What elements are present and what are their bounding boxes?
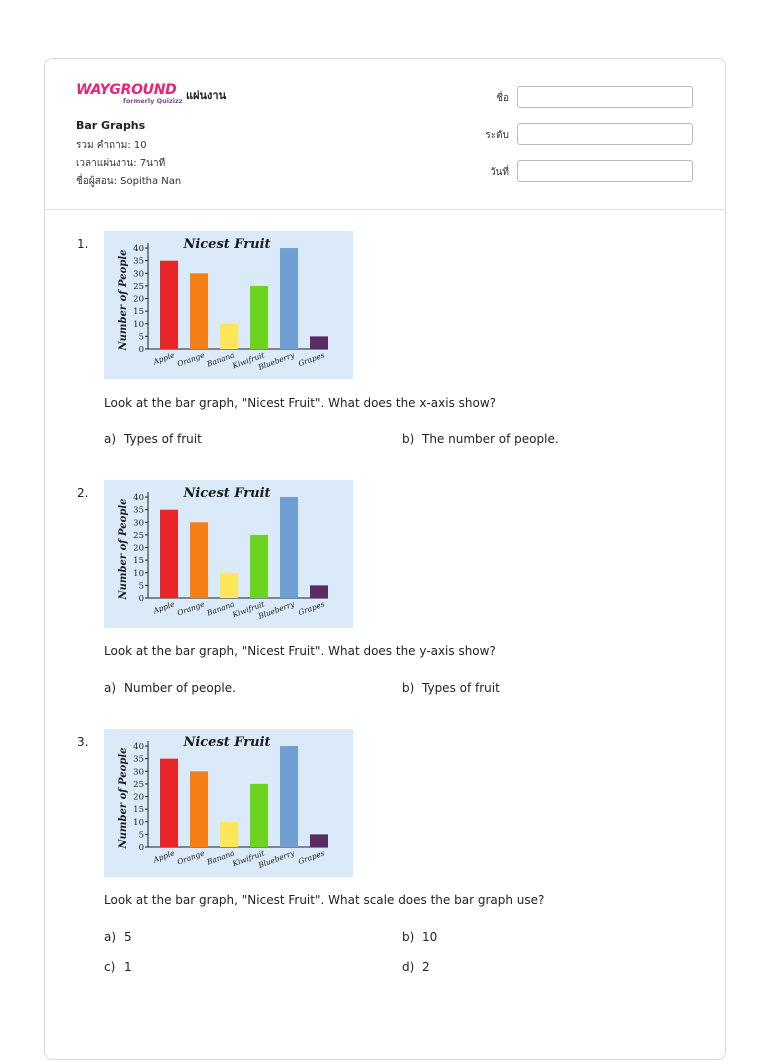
option-text: 5	[124, 930, 132, 944]
x-tick-label: Orange	[176, 599, 206, 618]
option-a[interactable]	[104, 681, 236, 695]
option-letter: b)	[402, 432, 415, 446]
option-c[interactable]	[104, 960, 132, 974]
y-tick-label: 20	[133, 294, 144, 305]
y-tick-label: 25	[133, 530, 144, 541]
x-tick-label: Apple	[152, 350, 176, 367]
teacher-name: ชื่อผู้สอน: Sopitha Nan	[76, 176, 182, 187]
bar-kiwifruit	[250, 535, 268, 598]
option-letter: a)	[104, 432, 117, 446]
option-letter: a)	[104, 681, 117, 695]
option-text: 2	[422, 960, 430, 974]
y-axis-label: Number of People	[118, 498, 129, 600]
option-a[interactable]	[104, 930, 132, 944]
chart-title: Nicest Fruit	[183, 237, 271, 252]
bar-orange	[190, 771, 208, 847]
y-tick-label: 25	[133, 779, 144, 790]
logo-wordmark: WAYGROUND	[76, 82, 177, 98]
level-label: ระดับ	[485, 130, 509, 141]
y-tick-label: 0	[138, 594, 144, 604]
bar-kiwifruit	[250, 286, 268, 349]
worksheet-title: Bar Graphs	[76, 119, 146, 132]
x-tick-label: Banana	[205, 599, 236, 618]
y-tick-label: 20	[133, 543, 144, 554]
bar-grapes	[310, 834, 328, 847]
option-b[interactable]	[402, 432, 559, 446]
bar-grapes	[310, 336, 328, 349]
x-tick-label: Banana	[205, 848, 236, 867]
x-tick-label: Kiwifruit	[231, 350, 266, 371]
bar-kiwifruit	[250, 784, 268, 847]
x-tick-label: Kiwifruit	[231, 599, 266, 620]
y-tick-label: 35	[133, 256, 144, 267]
x-tick-label: Grapes	[297, 848, 326, 867]
option-letter: d)	[402, 960, 415, 974]
x-tick-label: Apple	[152, 599, 176, 616]
bar-apple	[160, 261, 178, 349]
x-tick-label: Orange	[176, 848, 206, 867]
logo-subtitle: formerly Quizizz	[123, 97, 183, 105]
option-letter: b)	[402, 930, 415, 944]
question-number: 3.	[77, 735, 89, 749]
x-tick-label: Kiwifruit	[231, 848, 266, 869]
level-field[interactable]	[517, 123, 693, 145]
bar-banana	[220, 822, 238, 847]
name-label: ชื่อ	[496, 93, 509, 104]
y-tick-label: 10	[133, 817, 144, 828]
question-number: 2.	[77, 486, 89, 500]
bar-blueberry	[280, 746, 298, 847]
bar-apple	[160, 510, 178, 598]
y-tick-label: 25	[133, 281, 144, 292]
y-tick-label: 30	[133, 767, 144, 778]
x-tick-label: Orange	[176, 350, 206, 369]
worksheet-header	[45, 59, 725, 210]
worksheet	[44, 58, 726, 1060]
y-tick-label: 40	[133, 742, 144, 753]
y-tick-label: 15	[133, 307, 144, 318]
bar-banana	[220, 573, 238, 598]
option-letter: a)	[104, 930, 117, 944]
y-tick-label: 30	[133, 269, 144, 280]
option-b[interactable]	[402, 681, 500, 695]
nicest-fruit-chart	[104, 480, 353, 628]
y-tick-label: 0	[138, 345, 144, 355]
option-text: Types of fruit	[422, 681, 500, 695]
bar-grapes	[310, 585, 328, 598]
bar-chart	[104, 480, 353, 628]
x-tick-label: Blueberry	[257, 350, 296, 372]
y-tick-label: 15	[133, 805, 144, 816]
option-text: The number of people.	[422, 432, 559, 446]
x-tick-label: Apple	[152, 848, 176, 865]
question-count: รวม คำถาม: 10	[76, 140, 147, 151]
bar-blueberry	[280, 248, 298, 349]
option-letter: c)	[104, 960, 116, 974]
worksheet-time: เวลาแผ่นงาน: 7นาที	[76, 158, 166, 169]
y-tick-label: 40	[133, 244, 144, 255]
y-tick-label: 5	[138, 830, 144, 841]
y-tick-label: 10	[133, 568, 144, 579]
question-text: Look at the bar graph, "Nicest Fruit". What does the x-axis show?	[104, 396, 497, 410]
wayground-logo	[76, 79, 183, 105]
nicest-fruit-chart	[104, 231, 353, 379]
question-text: Look at the bar graph, "Nicest Fruit". What does the y-axis show?	[104, 644, 496, 658]
y-tick-label: 0	[138, 843, 144, 853]
date-label: วันที่	[489, 167, 509, 178]
option-text: Number of people.	[124, 681, 236, 695]
y-axis-label: Number of People	[118, 249, 129, 351]
y-tick-label: 5	[138, 581, 144, 592]
option-b[interactable]	[402, 930, 437, 944]
y-tick-label: 15	[133, 556, 144, 567]
document-type: แผ่นงาน	[186, 89, 227, 102]
option-text: Types of fruit	[124, 432, 202, 446]
chart-title: Nicest Fruit	[183, 735, 271, 750]
y-tick-label: 5	[138, 332, 144, 343]
name-field[interactable]	[517, 86, 693, 108]
y-tick-label: 10	[133, 319, 144, 330]
option-d[interactable]	[402, 960, 430, 974]
y-tick-label: 40	[133, 493, 144, 504]
bar-orange	[190, 273, 208, 349]
question-text: Look at the bar graph, "Nicest Fruit". What scale does the bar graph use?	[104, 893, 545, 907]
option-a[interactable]	[104, 432, 202, 446]
x-tick-label: Grapes	[297, 599, 326, 618]
x-tick-label: Banana	[205, 350, 236, 369]
bar-apple	[160, 759, 178, 847]
y-axis-label: Number of People	[118, 747, 129, 849]
nicest-fruit-chart	[104, 729, 353, 877]
bar-banana	[220, 324, 238, 349]
y-tick-label: 35	[133, 505, 144, 516]
bar-blueberry	[280, 497, 298, 598]
bar-chart	[104, 231, 353, 379]
option-text: 10	[422, 930, 438, 944]
chart-title: Nicest Fruit	[183, 486, 271, 501]
y-tick-label: 20	[133, 792, 144, 803]
bar-orange	[190, 522, 208, 598]
date-field[interactable]	[517, 160, 693, 182]
y-tick-label: 30	[133, 518, 144, 529]
y-tick-label: 35	[133, 754, 144, 765]
x-tick-label: Grapes	[297, 350, 326, 369]
bar-chart	[104, 729, 353, 877]
option-letter: b)	[402, 681, 415, 695]
x-tick-label: Blueberry	[257, 848, 296, 870]
question-number: 1.	[77, 237, 89, 251]
option-text: 1	[124, 960, 132, 974]
x-tick-label: Blueberry	[257, 599, 296, 621]
